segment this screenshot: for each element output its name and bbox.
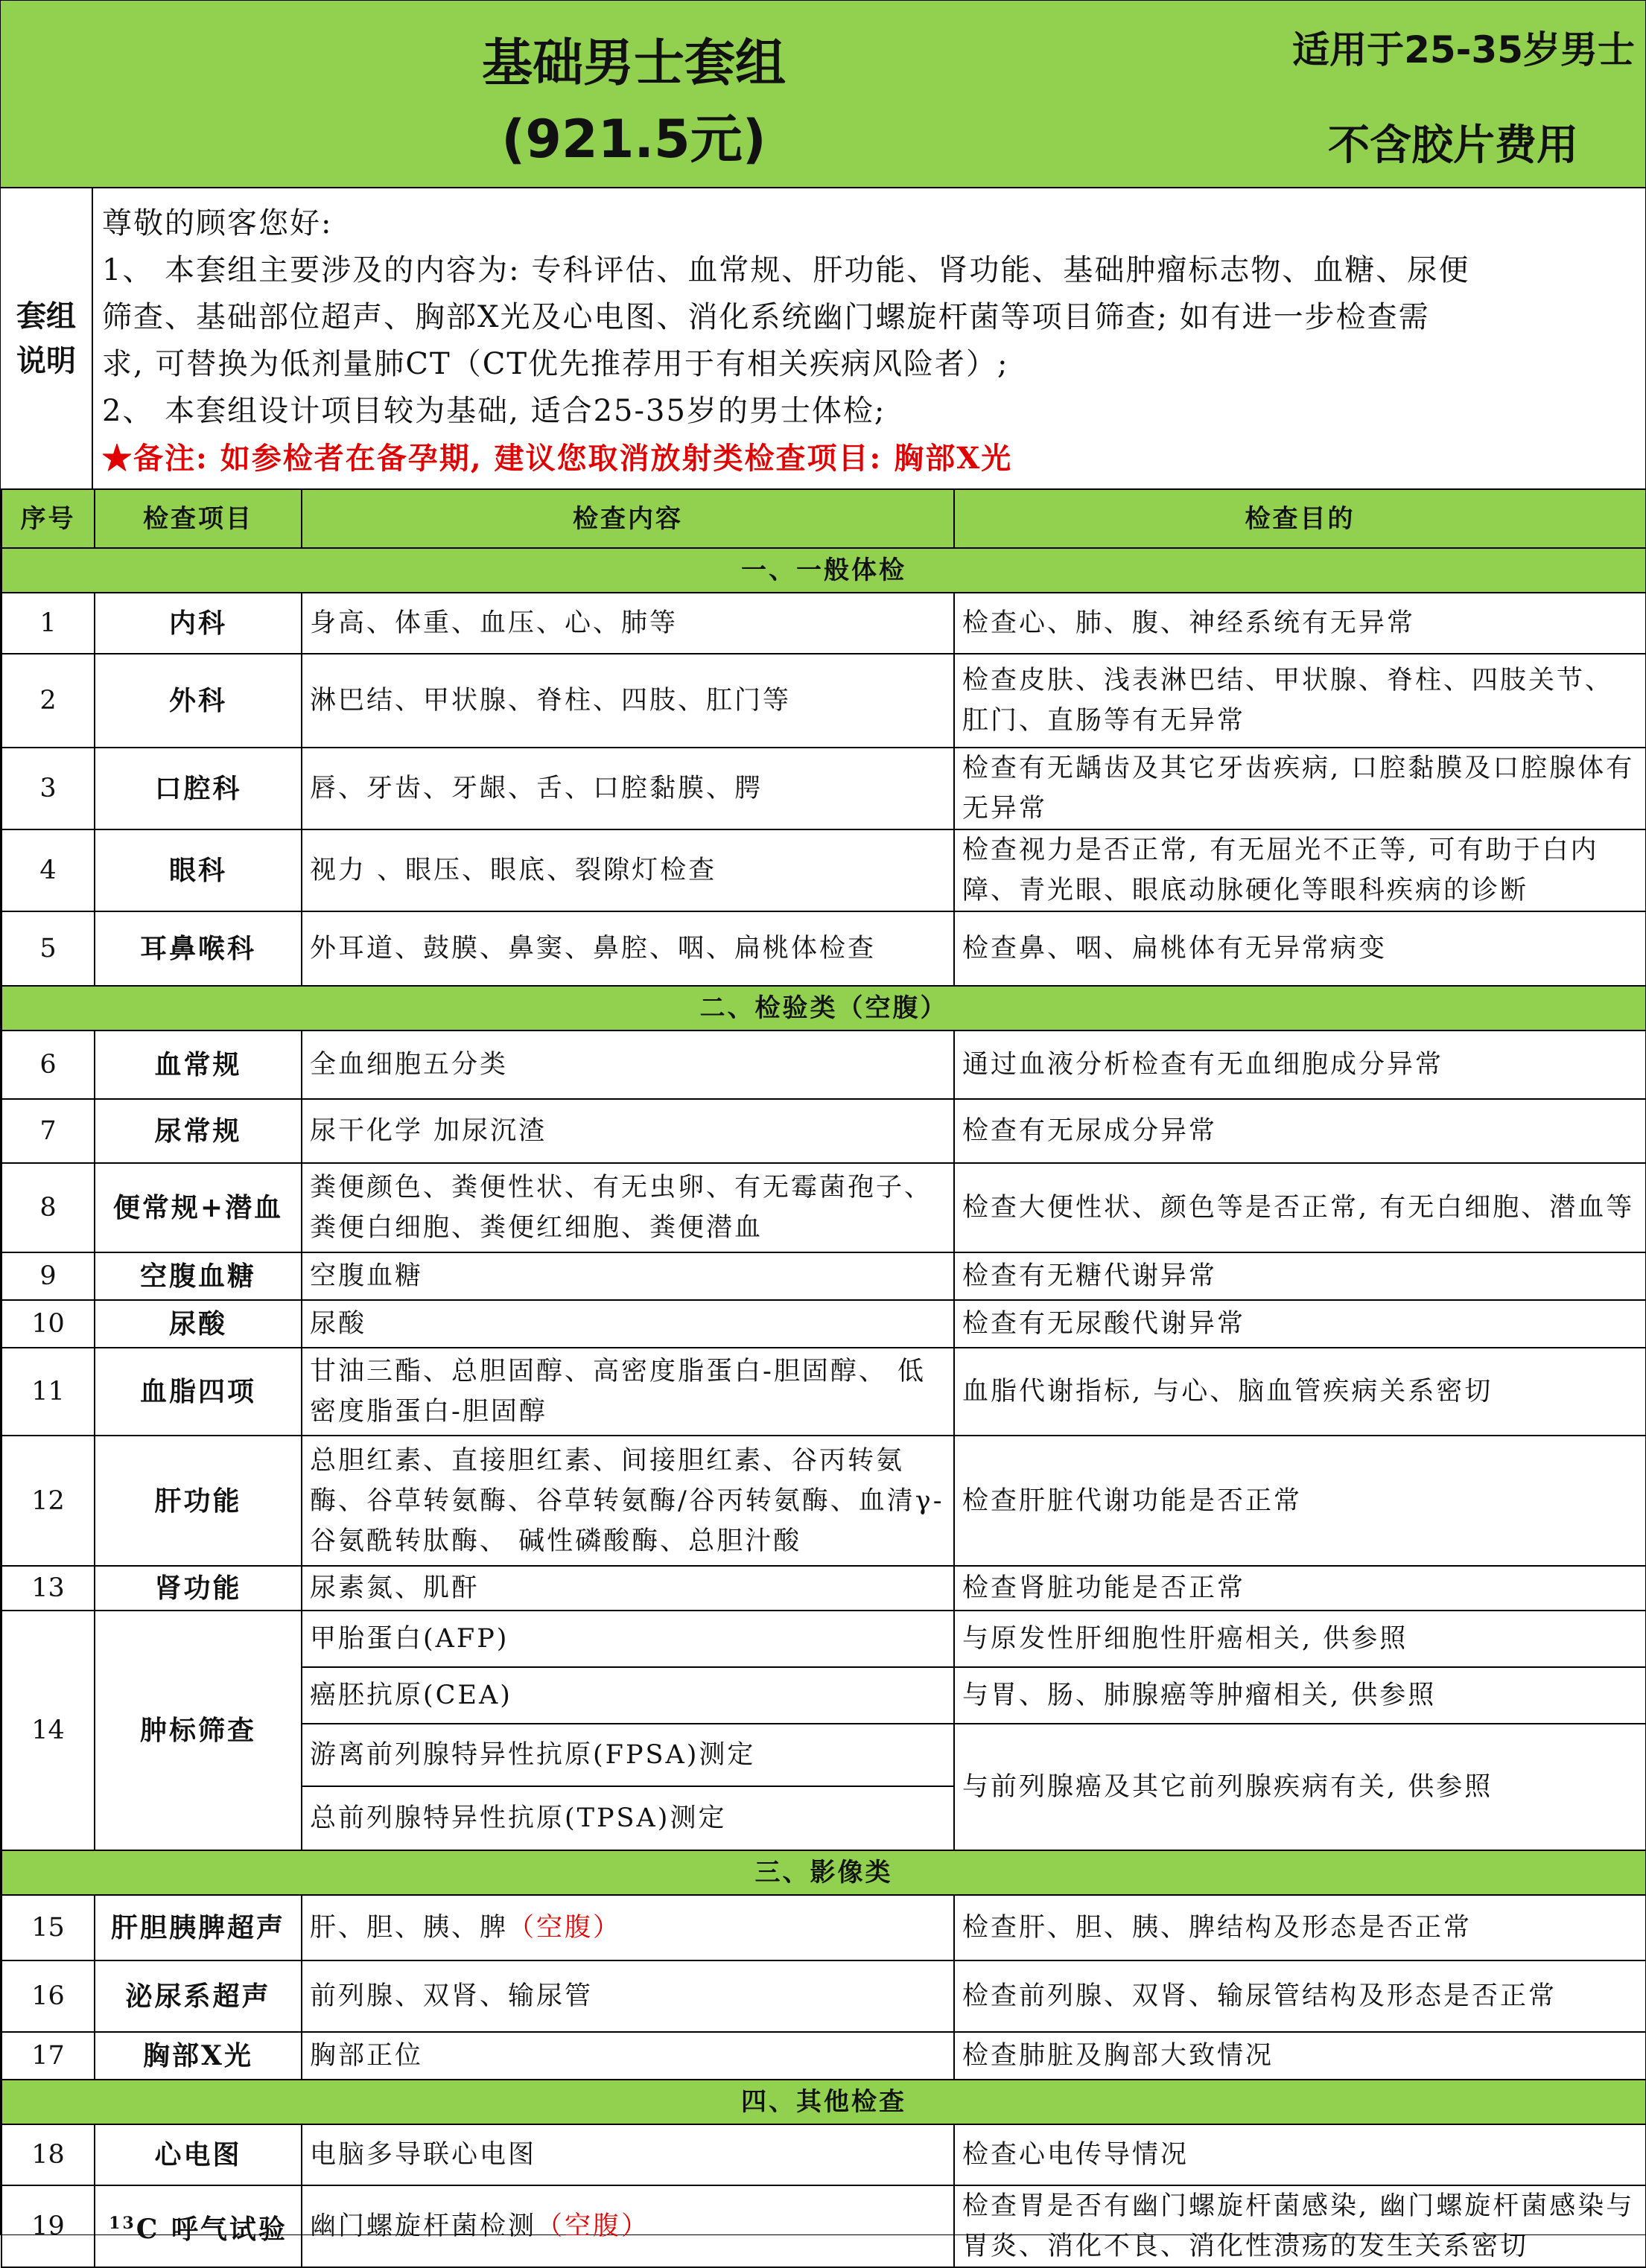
exam-table [1, 488, 1646, 2268]
table-row: 16 泌尿系超声 前列腺、双肾、输尿管 检查前列腺、双肾、输尿管结构及形态是否正常 [1, 1960, 1646, 2032]
description-line: 求, 可替换为低剂量肺CT（CT优先推荐用于有相关疾病风险者）; [102, 347, 1009, 381]
description-line: 1、 本套组主要涉及的内容为: 专科评估、血常规、肝功能、肾功能、基础肿瘤标志物、血糖、尿便 [102, 253, 1470, 287]
package-title: 基础男士套组 [481, 34, 786, 93]
table-row: 6 血常规 全血细胞五分类 通过血液分析检查有无血细胞成分异常 [1, 1031, 1646, 1099]
fasting-flag: （空腹） [536, 2211, 650, 2241]
table-row: 14 肿标筛查 甲胎蛋白(AFP) 与原发性肝细胞性肝癌相关, 供参照 [1, 1611, 1646, 1667]
table-row: 15 肝胆胰脾超声 肝、胆、胰、脾（空腹） 检查肝、胆、胰、脾结构及形态是否正常 [1, 1895, 1646, 1960]
col-header-purpose: 检查目的 [954, 489, 1646, 548]
section-lab: 二、检验类（空腹） [1, 986, 1646, 1031]
section-other: 四、其他检查 [1, 2080, 1646, 2124]
table-row: 13 肾功能 尿素氮、肌酐 检查肾脏功能是否正常 [1, 1566, 1646, 1611]
remark-note: ★备注: 如参检者在备孕期, 建议您取消放射类检查项目: 胸部X光 [102, 441, 1013, 476]
description-line: 筛查、基础部位超声、胸部X光及心电图、消化系统幽门螺旋杆菌等项目筛查; 如有进一步检查需 [102, 300, 1430, 334]
col-header-item: 检查项目 [95, 489, 302, 548]
description-line: 2、 本套组设计项目较为基础, 适合25-35岁的男士体检; [102, 394, 886, 428]
table-row: 18 心电图 电脑多导联心电图 检查心电传导情况 [1, 2124, 1646, 2185]
header-banner [1, 1, 1645, 188]
table-row: 1 内科 身高、体重、血压、心、肺等 检查心、肺、腹、神经系统有无异常 [1, 593, 1646, 654]
section-row [1, 986, 1646, 1031]
table-row: 癌胚抗原(CEA) 与胃、肠、肺腺癌等肿瘤相关, 供参照 [1, 1667, 1646, 1724]
package-price: (921.5元) [501, 109, 766, 170]
table-row: 8 便常规+潜血 粪便颜色、粪便性状、有无虫卵、有无霉菌孢子、粪便白细胞、粪便红细胞、粪便潜血 检查大便性状、颜色等是否正常, 有无白细胞、潜血等 [1, 1163, 1646, 1252]
section-row [1, 2080, 1646, 2124]
table-row: 5 耳鼻喉科 外耳道、鼓膜、鼻窦、鼻腔、咽、扁桃体检查 检查鼻、咽、扁桃体有无异常病变 [1, 911, 1646, 986]
description-body [102, 200, 1636, 482]
film-note: 不含胶片费用 [1328, 121, 1578, 170]
section-row [1, 1850, 1646, 1895]
table-row: 12 肝功能 总胆红素、直接胆红素、间接胆红素、谷丙转氨酶、谷草转氨酶、谷草转氨酶/谷丙转氨酶、血清γ-谷氨酰转肽酶、 碱性磷酸酶、总胆汁酸 检查肝脏代谢功能是否正常 [1, 1436, 1646, 1566]
package-description [1, 188, 1645, 490]
age-note: 适用于25-35岁男士 [1292, 28, 1635, 71]
table-header [1, 489, 1646, 548]
table-row: 19 $^{13}$C 呼气试验 幽门螺旋杆菌检测（空腹） 检查胃是否有幽门螺旋杆菌感染, 幽门螺旋杆菌感染与胃炎、消化不良、消化性溃疡的发生关系密切 [1, 2185, 1646, 2267]
table-row: 总前列腺特异性抗原(TPSA)测定 [1, 1786, 1646, 1850]
table-row: 10 尿酸 尿酸 检查有无尿酸代谢异常 [1, 1300, 1646, 1348]
section-general: 一、一般体检 [1, 548, 1646, 593]
greeting: 尊敬的顾客您好: [102, 206, 333, 241]
table-row: 4 眼科 视力 、眼压、眼底、裂隙灯检查 检查视力是否正常, 有无屈光不正等, 可有助于白内障、青光眼、眼底动脉硬化等眼科疾病的诊断 [1, 829, 1646, 911]
table-row: 9 空腹血糖 空腹血糖 检查有无糖代谢异常 [1, 1252, 1646, 1300]
table-row: 17 胸部X光 胸部正位 检查肺脏及胸部大致情况 [1, 2032, 1646, 2080]
col-header-no: 序号 [1, 489, 95, 548]
table-row: 游离前列腺特异性抗原(FPSA)测定 与前列腺癌及其它前列腺疾病有关, 供参照 [1, 1724, 1646, 1786]
table-row: 2 外科 淋巴结、甲状腺、脊柱、四肢、肛门等 检查皮肤、浅表淋巴结、甲状腺、脊柱、四肢关节、肛门、直肠等有无异常 [1, 654, 1646, 748]
description-label: 套组 说明 [1, 188, 93, 488]
table-row: 7 尿常规 尿干化学 加尿沉渣 检查有无尿成分异常 [1, 1099, 1646, 1163]
col-header-content: 检查内容 [302, 489, 954, 548]
table-row: 3 口腔科 唇、牙齿、牙龈、舌、口腔黏膜、腭 检查有无龋齿及其它牙齿疾病, 口腔黏膜及口腔腺体有无异常 [1, 748, 1646, 829]
section-row [1, 548, 1646, 593]
table-row: 11 血脂四项 甘油三酯、总胆固醇、高密度脂蛋白-胆固醇、 低密度脂蛋白-胆固醇 血脂代谢指标, 与心、脑血管疾病关系密切 [1, 1348, 1646, 1436]
fasting-flag: （空腹） [508, 1913, 622, 1943]
section-imaging: 三、影像类 [1, 1850, 1646, 1895]
